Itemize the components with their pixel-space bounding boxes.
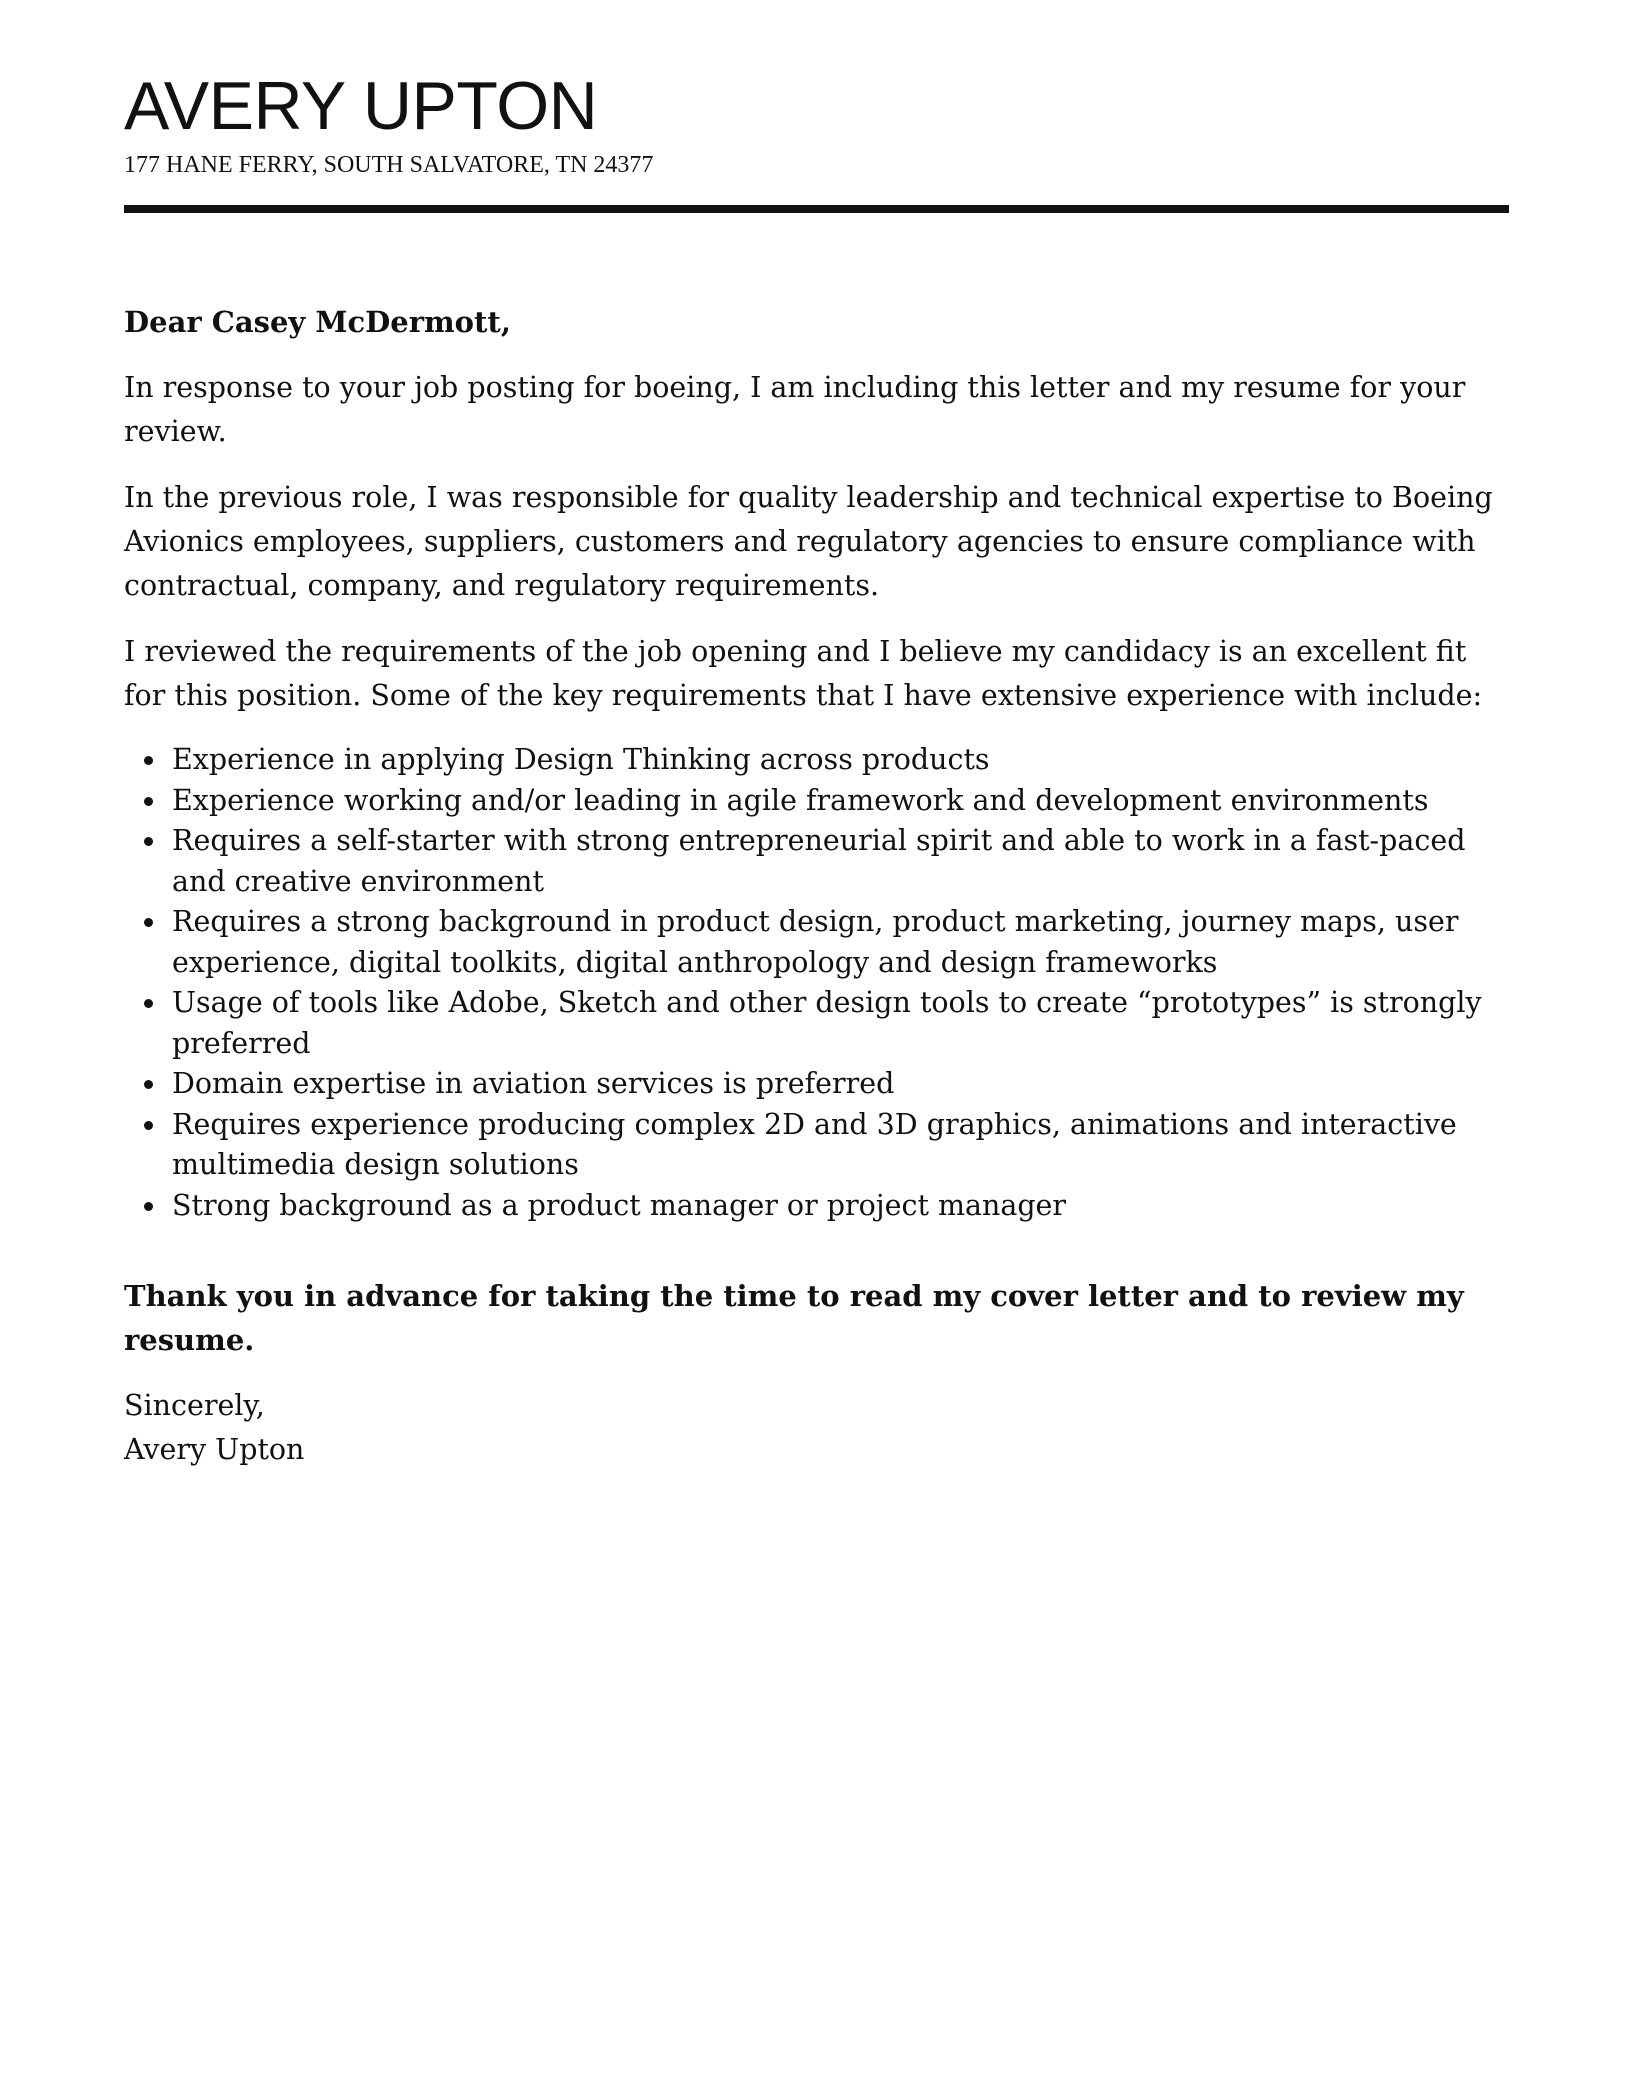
list-item bbox=[172, 781, 1509, 822]
list-item-text: Requires a self-starter with strong entrepreneurial spirit and able to work in a fast-paced and creative environment bbox=[172, 824, 1466, 898]
salutation: Dear Casey McDermott, bbox=[124, 305, 511, 339]
list-item bbox=[172, 1105, 1509, 1186]
list-item bbox=[172, 983, 1509, 1064]
list-item bbox=[172, 902, 1509, 983]
header-divider bbox=[124, 205, 1509, 213]
bullet-icon bbox=[144, 1202, 153, 1211]
bullet-icon bbox=[144, 999, 153, 1008]
bullet-icon bbox=[144, 837, 153, 846]
bullet-icon bbox=[144, 756, 153, 765]
list-item bbox=[172, 1064, 1509, 1105]
list-item-text: Requires a strong background in product design, product marketing, journey maps, user experience, digital toolkits, digital anthropology and design frameworks bbox=[172, 905, 1459, 979]
letter-body bbox=[124, 300, 1509, 1472]
list-item bbox=[172, 821, 1509, 902]
previous-role-paragraph: In the previous role, I was responsible for quality leadership and technical expertise to Boeing Avionics employees, suppliers, customers and regulatory agencies to ensure compliance with contractual, company, and regulatory requirements. bbox=[124, 481, 1493, 602]
signature-name: Avery Upton bbox=[124, 1433, 305, 1466]
intro-paragraph: In response to your job posting for boeing, I am including this letter and my resume for your review. bbox=[124, 371, 1466, 448]
bullet-icon bbox=[144, 918, 153, 927]
bullet-icon bbox=[144, 797, 153, 806]
list-item-text: Experience in applying Design Thinking across products bbox=[172, 743, 990, 776]
list-item bbox=[172, 740, 1509, 781]
applicant-name: AVERY UPTON bbox=[124, 68, 598, 144]
applicant-address: 177 HANE FERRY, SOUTH SALVATORE, TN 24377 bbox=[124, 152, 654, 178]
list-item-text: Experience working and/or leading in agile framework and development environments bbox=[172, 783, 1429, 817]
bullet-icon bbox=[144, 1080, 153, 1089]
list-item-text: Strong background as a product manager or project manager bbox=[172, 1188, 1067, 1222]
bullet-icon bbox=[144, 1121, 153, 1130]
signoff: Sincerely, bbox=[124, 1389, 265, 1422]
closing-statement: Thank you in advance for taking the time to read my cover letter and to review my resume. bbox=[124, 1279, 1464, 1357]
list-item-text: Usage of tools like Adobe, Sketch and other design tools to create “prototypes” is strongly preferred bbox=[172, 986, 1482, 1060]
list-item bbox=[172, 1186, 1509, 1227]
list-item-text: Domain expertise in aviation services is preferred bbox=[172, 1067, 895, 1100]
list-item-text: Requires experience producing complex 2D and 3D graphics, animations and interactive multimedia design solutions bbox=[172, 1107, 1457, 1181]
requirements-list bbox=[124, 740, 1509, 1226]
requirements-intro-paragraph: I reviewed the requirements of the job opening and I believe my candidacy is an excellent fit for this position. Some of the key requirements that I have extensive experience with include: bbox=[124, 635, 1483, 712]
